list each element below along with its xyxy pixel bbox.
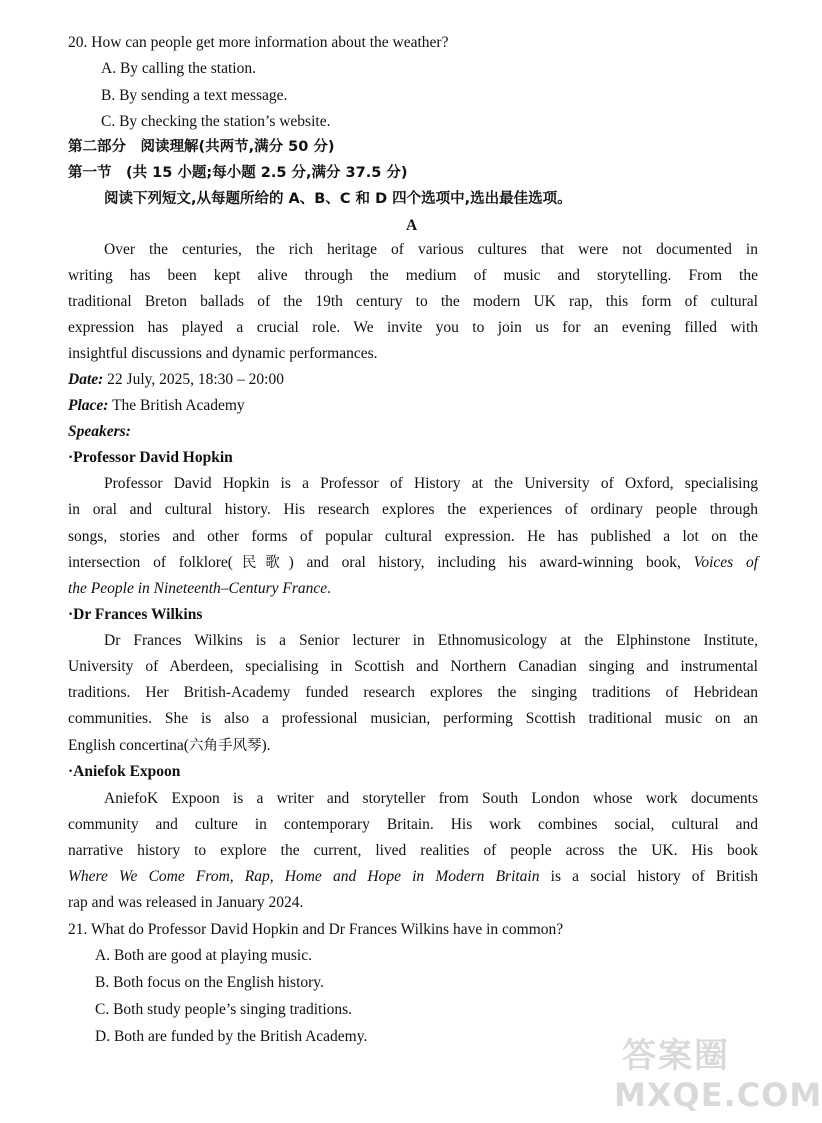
speaker1-line-3: songs, stories and other forms of popular cultural expression. He has published a lot on the	[68, 528, 758, 545]
speaker1-line-4: intersection of folklore(民歌) and oral history, including his award-winning book, Voices of	[68, 554, 759, 571]
speaker3-line-3: narrative history to explore the current, lived realities of people across the UK. His book	[68, 842, 758, 859]
intro-line-5: insightful discussions and dynamic performances.	[68, 345, 378, 362]
question-20: 20. How can people get more information about the weather?	[68, 34, 449, 51]
speaker3-line-2: community and culture in contemporary Britain. His work combines social, cultural and	[68, 816, 758, 833]
q21-option-b: B. Both focus on the English history.	[95, 974, 324, 991]
q20-option-a: A. By calling the station.	[101, 60, 256, 77]
intro-line-3: traditional Breton ballads of the 19th century to the modern UK rap, this form of cultural	[68, 293, 758, 310]
speakers-label: Speakers:	[68, 423, 131, 440]
q20-option-c: C. By checking the station’s website.	[101, 113, 331, 130]
place-value: The British Academy	[112, 397, 245, 414]
speaker2-line-4: communities. She is also a professional musician, performing Scottish traditional music on an	[68, 710, 758, 727]
book-title-voices: Voices of	[693, 554, 759, 571]
passage-heading: A	[406, 217, 418, 234]
date-label: Date:	[68, 371, 104, 388]
q21-option-c: C. Both study people’s singing traditions.	[95, 1001, 353, 1018]
intro-line-2: writing has been kept alive through the medium of music and storytelling. From the	[68, 267, 758, 284]
speaker2-line-5: English concertina(六角手风琴).	[68, 737, 271, 754]
speaker3-name: ·Aniefok Expoon	[68, 763, 181, 780]
speaker1-line-1: Professor David Hopkin is a Professor of History at the University of Oxford, specialising	[104, 475, 758, 492]
q21-option-a: A. Both are good at playing music.	[95, 947, 312, 964]
intro-line-1: Over the centuries, the rich heritage of various cultures that were not documented in	[104, 241, 758, 258]
q20-option-b: B. By sending a text message.	[101, 87, 288, 104]
part2-title: 第二部分 阅读理解(共两节,满分 50 分)	[68, 139, 335, 155]
watermark	[614, 1028, 822, 1118]
speaker2-name: ·Dr Frances Wilkins	[68, 606, 203, 623]
question-21: 21. What do Professor David Hopkin and Dr Frances Wilkins have in common?	[68, 921, 564, 938]
speaker2-line-1: Dr Frances Wilkins is a Senior lecturer in Ethnomusicology at the Elphinstone Institute,	[104, 632, 758, 649]
speaker3-line-5: rap and was released in January 2024.	[68, 894, 304, 911]
speaker2-line-2: University of Aberdeen, specialising in Scottish and Northern Canadian singing and instrumental	[68, 658, 758, 675]
speaker1-line-5: the People in Nineteenth–Century France.	[68, 580, 331, 597]
place-label: Place:	[68, 397, 109, 414]
event-place	[68, 396, 245, 416]
speaker3-line-1: AniefoK Expoon is a writer and storyteller from South London whose work documents	[104, 790, 758, 807]
book-title-where-we-come-from: Where We Come From, Rap, Home and Hope in Modern Britain	[68, 868, 540, 885]
intro-line-4: expression has played a crucial role. We invite you to join us for an evening filled with	[68, 319, 758, 336]
speaker2-line-3: traditions. Her British-Academy funded research explores the singing traditions of Hebridean	[68, 684, 758, 701]
watermark-site: MXQE.COM	[614, 1076, 822, 1114]
speaker3-line-4: Where We Come From, Rap, Home and Hope in Modern Britain is a social history of British	[68, 868, 759, 885]
date-value: 22 July, 2025, 18:30 – 20:00	[107, 371, 284, 388]
section1-title: 第一节 (共 15 小题;每小题 2.5 分,满分 37.5 分)	[68, 165, 408, 181]
event-date	[68, 370, 284, 390]
q21-option-d: D. Both are funded by the British Academy.	[95, 1028, 368, 1045]
watermark-logo-text: 答案圈	[622, 1036, 730, 1076]
speaker1-name: ·Professor David Hopkin	[68, 449, 233, 466]
speaker1-line-2: in oral and cultural history. His research explores the experiences of ordinary people through	[68, 501, 758, 518]
instruction: 阅读下列短文,从每题所给的 A、B、C 和 D 四个选项中,选出最佳选项。	[104, 191, 572, 207]
